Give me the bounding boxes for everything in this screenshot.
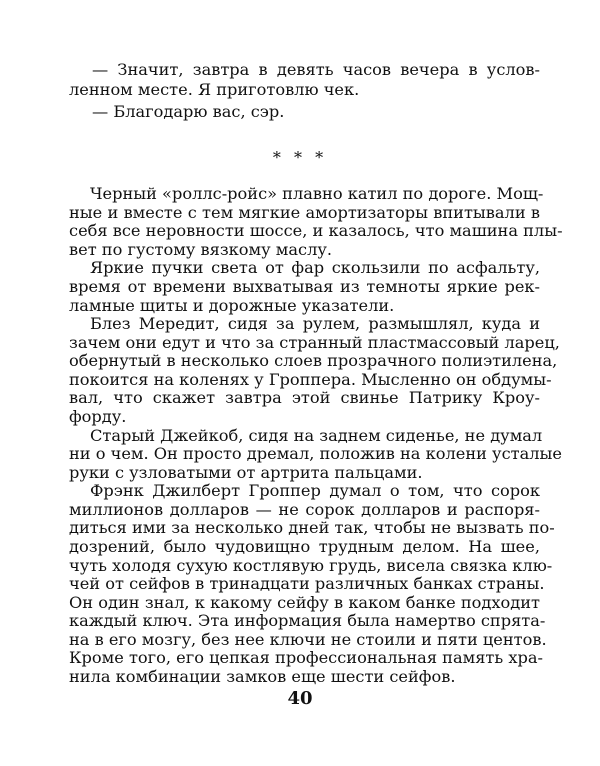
text-line: вет по густому вязкому маслу. <box>69 239 333 259</box>
text-line: на в его мозгу, без нее ключи не стоили и пяти центов. <box>69 629 547 649</box>
text-line: зачем они едут и что за странный пластмассовый ларец, <box>69 332 560 352</box>
dialogue-line: — Благодарю вас, сэр. <box>92 102 285 121</box>
text-line: Блез Мередит, сидя за рулем, размышлял, куда и <box>90 314 540 333</box>
text-line: руки с узловатыми от артрита пальцами. <box>69 462 423 482</box>
dialogue-line: — Значит, завтра в девять часов вечера в услов- <box>92 60 540 79</box>
text-line: ни о чем. Он просто дремал, положив на колени усталые <box>69 444 562 464</box>
text-line: форду. <box>69 406 127 426</box>
text-line: Старый Джейкоб, сидя на заднем сиденье, не думал <box>90 425 543 445</box>
text-line: время от времени выхватывая из темноты яркие рек- <box>69 276 540 296</box>
text-line: миллионов долларов — не сорок долларов и распоря- <box>69 499 540 519</box>
text-line: чуть холодя сухую костлявую грудь, висела связка клю- <box>69 555 553 575</box>
text-line: Кроме того, его цепкая профессиональная память хра- <box>69 648 543 668</box>
text-line: обернутый в несколько слоев прозрачного полиэтилена, <box>69 351 558 371</box>
text-line: диться ими за несколько дней так, чтобы не вызвать по- <box>69 518 555 538</box>
text-line: нила комбинации замков еще шести сейфов. <box>69 667 456 686</box>
text-line: дозрений, было чудовищно трудным делом. На шее, <box>69 537 540 556</box>
text-line: каждый ключ. Эта информация была намертво спрята- <box>69 611 546 631</box>
section-separator: * * * <box>272 148 328 167</box>
text-line: чей от сейфов в тринадцати различных банках страны. <box>69 574 545 594</box>
text-line: ламные щиты и дорожные указатели. <box>69 295 395 315</box>
text-line: покоится на коленях у Гроппера. Мысленно он обдумы- <box>69 369 552 389</box>
text-line: Яркие пучки света от фар скользили по асфальту, <box>90 258 540 278</box>
text-line: Он один знал, к какому сейфу в каком банке подходит <box>69 592 540 612</box>
text-line: вал, что скажет завтра этой свинье Патрику Кроу- <box>69 388 540 408</box>
text-line: Фрэнк Джилберт Гроппер думал о том, что сорок <box>90 481 540 501</box>
dialogue-line: ленном месте. Я приготовлю чек. <box>69 80 360 99</box>
text-line: Черный «роллс-ройс» плавно катил по дороге. Мощ- <box>90 184 544 203</box>
text-line: ные и вместе с тем мягкие амортизаторы впитывали в <box>69 202 540 222</box>
page-number: 40 <box>287 688 313 709</box>
text-line: себя все неровности шоссе, и казалось, что машина плы- <box>69 221 563 241</box>
